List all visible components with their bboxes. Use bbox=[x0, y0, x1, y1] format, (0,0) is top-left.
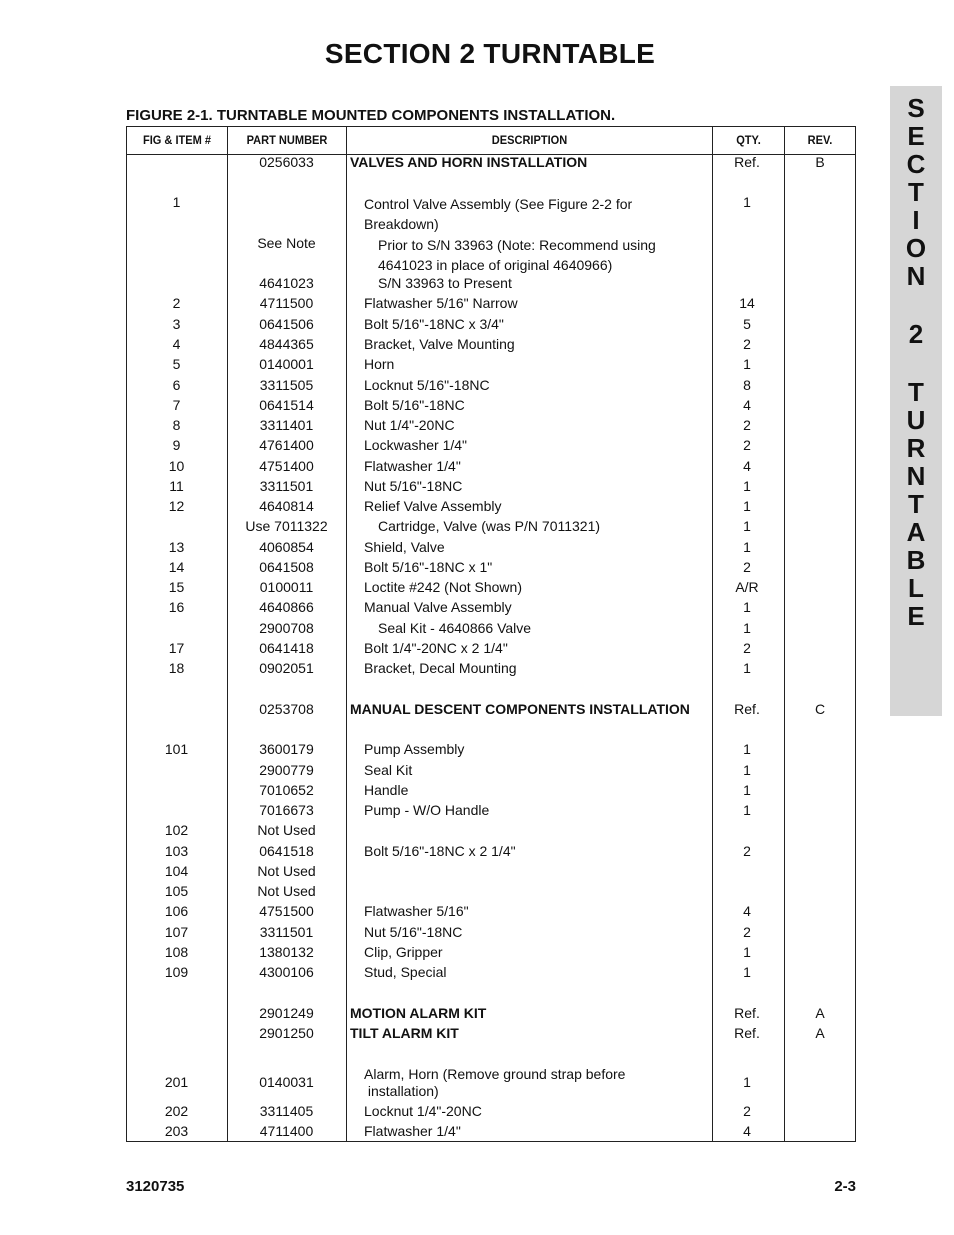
qty-cell: Ref. bbox=[734, 701, 760, 717]
qty-cell: 1 bbox=[743, 539, 751, 555]
description-text: Flatwasher 5/16" bbox=[364, 903, 469, 919]
fig-item-cell: 15 bbox=[168, 579, 185, 595]
description-text: Nut 5/16"-18NC bbox=[364, 924, 463, 940]
part-number-cell: 2900708 bbox=[259, 620, 314, 636]
description-cell bbox=[350, 356, 724, 372]
column-divider bbox=[784, 127, 785, 1141]
description-cell bbox=[350, 539, 724, 555]
qty-cell: 2 bbox=[743, 640, 751, 656]
description-text: MOTION ALARM KIT bbox=[350, 1005, 487, 1021]
qty-cell: 4 bbox=[743, 903, 751, 919]
part-number-cell: 1380132 bbox=[259, 944, 314, 960]
part-number-cell: 3311401 bbox=[259, 417, 314, 433]
description-cell bbox=[350, 194, 724, 234]
fig-item-cell: 108 bbox=[164, 944, 189, 960]
fig-item-cell: 7 bbox=[172, 397, 181, 413]
part-number-cell: 4060854 bbox=[259, 539, 314, 555]
qty-cell: 1 bbox=[743, 518, 751, 534]
part-number-cell: 3311505 bbox=[259, 377, 314, 393]
qty-cell: 1 bbox=[743, 944, 751, 960]
description-cell bbox=[350, 1123, 724, 1139]
description-text: Nut 5/16"-18NC bbox=[364, 478, 463, 494]
description-text: Manual Valve Assembly bbox=[364, 599, 512, 615]
description-text: Control Valve Assembly (See Figure 2-2 for bbox=[364, 196, 633, 212]
fig-item-cell: 5 bbox=[172, 356, 181, 372]
tab-letter: E bbox=[907, 121, 925, 151]
description-cell bbox=[350, 437, 724, 453]
qty-cell: 1 bbox=[743, 478, 751, 494]
qty-cell: 2 bbox=[743, 437, 751, 453]
tab-letter: 2 bbox=[908, 319, 924, 349]
header-rev: REV. bbox=[807, 133, 833, 147]
fig-item-cell: 9 bbox=[172, 437, 181, 453]
description-text: TILT ALARM KIT bbox=[350, 1025, 459, 1041]
qty-cell: 1 bbox=[743, 741, 751, 757]
description-continuation: 4641023 in place of original 4640966) bbox=[378, 257, 613, 273]
description-text: Horn bbox=[364, 356, 395, 372]
part-number-cell: 7016673 bbox=[259, 802, 314, 818]
fig-item-cell: 2 bbox=[172, 295, 181, 311]
description-text: Lockwasher 1/4" bbox=[364, 437, 468, 453]
description-cell bbox=[350, 924, 724, 940]
page-number: 2-3 bbox=[834, 1178, 856, 1195]
fig-item-cell: 109 bbox=[164, 964, 189, 980]
part-number-cell: 4761400 bbox=[259, 437, 314, 453]
fig-item-cell: 16 bbox=[168, 599, 185, 615]
description-cell bbox=[350, 1103, 724, 1119]
part-number-cell: 4711400 bbox=[259, 1123, 314, 1139]
fig-item-cell: 13 bbox=[168, 539, 185, 555]
fig-item-cell: 6 bbox=[172, 377, 181, 393]
fig-item-cell: 12 bbox=[168, 498, 185, 514]
tab-letter: B bbox=[906, 545, 926, 575]
part-number-cell: 0256033 bbox=[259, 154, 314, 170]
description-cell bbox=[350, 316, 724, 332]
qty-cell: 2 bbox=[743, 1103, 751, 1119]
description-cell bbox=[350, 1025, 710, 1041]
description-cell bbox=[350, 741, 724, 757]
description-text: Bracket, Decal Mounting bbox=[364, 660, 517, 676]
tab-spacer bbox=[890, 290, 942, 320]
tab-letter: I bbox=[912, 205, 920, 235]
description-cell bbox=[350, 843, 724, 859]
qty-cell: 2 bbox=[743, 924, 751, 940]
part-number-cell: 4641023 bbox=[259, 275, 314, 291]
column-divider bbox=[346, 127, 347, 1141]
tab-spacer bbox=[890, 348, 942, 378]
part-number-cell: 0140031 bbox=[259, 1074, 314, 1090]
part-number-cell: 0902051 bbox=[259, 660, 314, 676]
description-text: Flatwasher 1/4" bbox=[364, 1123, 461, 1139]
qty-cell: 2 bbox=[743, 559, 751, 575]
header-description: DESCRIPTION bbox=[491, 133, 568, 147]
part-number-cell: 4751500 bbox=[259, 903, 314, 919]
fig-item-cell: 11 bbox=[169, 478, 184, 494]
tab-letter: A bbox=[906, 517, 926, 547]
description-text: Nut 1/4"-20NC bbox=[364, 417, 455, 433]
part-number-cell: 3311501 bbox=[259, 478, 314, 494]
description-text: Bracket, Valve Mounting bbox=[364, 336, 515, 352]
qty-cell: Ref. bbox=[734, 1005, 760, 1021]
description-cell bbox=[350, 275, 738, 291]
part-number-cell: 0641418 bbox=[259, 640, 314, 656]
part-number-cell: 3311405 bbox=[259, 1103, 314, 1119]
part-number-cell: 3600179 bbox=[259, 741, 314, 757]
qty-cell: 1 bbox=[743, 498, 751, 514]
fig-item-cell: 201 bbox=[164, 1074, 189, 1090]
fig-item-cell: 104 bbox=[164, 863, 189, 879]
description-cell bbox=[350, 397, 724, 413]
qty-cell: 4 bbox=[743, 1123, 751, 1139]
fig-item-cell: 8 bbox=[172, 417, 181, 433]
description-cell bbox=[350, 782, 724, 798]
part-number-cell: 4751400 bbox=[259, 458, 314, 474]
qty-cell: 4 bbox=[743, 397, 751, 413]
description-cell bbox=[350, 498, 724, 514]
description-text: Locknut 1/4"-20NC bbox=[364, 1103, 482, 1119]
description-cell bbox=[350, 701, 710, 717]
fig-item-cell: 3 bbox=[172, 316, 181, 332]
description-text: Seal Kit bbox=[364, 762, 413, 778]
part-number-cell: 4640814 bbox=[259, 498, 314, 514]
description-text: Flatwasher 5/16" Narrow bbox=[364, 295, 518, 311]
qty-cell: 1 bbox=[743, 599, 751, 615]
fig-item-cell: 18 bbox=[168, 660, 185, 676]
description-cell bbox=[350, 762, 724, 778]
tab-letter: R bbox=[906, 433, 926, 463]
description-text: Loctite #242 (Not Shown) bbox=[364, 579, 522, 595]
part-number-cell: 4640866 bbox=[259, 599, 314, 615]
description-text: Handle bbox=[364, 782, 409, 798]
description-cell bbox=[350, 518, 738, 534]
part-number-cell: 0641506 bbox=[259, 316, 314, 332]
qty-cell: 5 bbox=[743, 316, 751, 332]
qty-cell: 1 bbox=[743, 1074, 751, 1090]
description-cell bbox=[350, 903, 724, 919]
tab-letter: L bbox=[908, 573, 924, 603]
description-text: S/N 33963 to Present bbox=[378, 275, 512, 291]
description-cell bbox=[350, 620, 738, 636]
qty-cell: 4 bbox=[743, 458, 751, 474]
fig-item-cell: 202 bbox=[164, 1103, 189, 1119]
description-text: Pump - W/O Handle bbox=[364, 802, 490, 818]
header-fig-item: FIG & ITEM # bbox=[142, 133, 212, 147]
description-text: Clip, Gripper bbox=[364, 944, 443, 960]
tab-letter: T bbox=[908, 177, 924, 207]
fig-item-cell: 14 bbox=[168, 559, 185, 575]
tab-letter: U bbox=[906, 405, 926, 435]
qty-cell: A/R bbox=[735, 579, 759, 595]
tab-letter: S bbox=[907, 93, 925, 123]
description-text: Bolt 1/4"-20NC x 2 1/4" bbox=[364, 640, 508, 656]
part-number-cell: 0100011 bbox=[259, 579, 314, 595]
qty-cell: 1 bbox=[743, 964, 751, 980]
description-cell bbox=[350, 336, 724, 352]
part-number-cell: 0641514 bbox=[259, 397, 314, 413]
description-cell bbox=[350, 579, 724, 595]
fig-item-cell: 4 bbox=[172, 336, 181, 352]
qty-cell: Ref. bbox=[734, 1025, 760, 1041]
part-number-cell: See Note bbox=[257, 235, 316, 251]
part-number-cell: 0641518 bbox=[259, 843, 314, 859]
description-cell bbox=[350, 235, 738, 275]
qty-cell: 1 bbox=[743, 194, 751, 210]
part-number-cell: 0253708 bbox=[259, 701, 314, 717]
description-text: Bolt 5/16"-18NC x 1" bbox=[364, 559, 493, 575]
fig-item-cell: 203 bbox=[164, 1123, 189, 1139]
header-part-number: PART NUMBER bbox=[246, 133, 328, 147]
description-cell bbox=[350, 964, 724, 980]
part-number-cell: Not Used bbox=[257, 883, 316, 899]
description-cell bbox=[350, 478, 724, 494]
fig-item-cell: 106 bbox=[164, 903, 189, 919]
part-number-cell: 4300106 bbox=[259, 964, 314, 980]
fig-item-cell: 102 bbox=[164, 822, 189, 838]
description-text: Bolt 5/16"-18NC bbox=[364, 397, 465, 413]
qty-cell: 1 bbox=[743, 620, 751, 636]
tab-letter: C bbox=[906, 149, 926, 179]
qty-cell: 2 bbox=[743, 843, 751, 859]
qty-cell: 2 bbox=[743, 336, 751, 352]
tab-letter: N bbox=[906, 261, 926, 291]
description-text: Cartridge, Valve (was P/N 7011321) bbox=[378, 518, 601, 534]
fig-item-cell: 17 bbox=[168, 640, 185, 656]
description-cell bbox=[350, 559, 724, 575]
description-text: Shield, Valve bbox=[364, 539, 445, 555]
tab-letter: N bbox=[906, 461, 926, 491]
page-title: SECTION 2 TURNTABLE bbox=[324, 38, 656, 69]
part-number-cell: 2900779 bbox=[259, 762, 314, 778]
description-cell bbox=[350, 599, 724, 615]
tab-letter: T bbox=[908, 489, 924, 519]
description-continuation: Breakdown) bbox=[364, 216, 439, 232]
qty-cell: 1 bbox=[743, 782, 751, 798]
rev-cell: B bbox=[815, 154, 825, 170]
description-cell bbox=[350, 944, 724, 960]
part-number-cell: 7010652 bbox=[259, 782, 314, 798]
part-number-cell: 2901249 bbox=[259, 1005, 314, 1021]
fig-item-cell: 103 bbox=[164, 843, 189, 859]
part-number-cell: 0641508 bbox=[259, 559, 314, 575]
description-cell bbox=[350, 458, 724, 474]
qty-cell: 1 bbox=[743, 356, 751, 372]
rev-cell: A bbox=[815, 1025, 825, 1041]
fig-item-cell: 1 bbox=[172, 194, 181, 210]
tab-letter: T bbox=[908, 377, 924, 407]
qty-cell: 1 bbox=[743, 660, 751, 676]
qty-cell: 1 bbox=[743, 762, 751, 778]
description-text: Bolt 5/16"-18NC x 3/4" bbox=[364, 316, 504, 332]
description-cell bbox=[350, 640, 724, 656]
description-cell bbox=[350, 154, 710, 170]
fig-item-cell: 105 bbox=[164, 883, 189, 899]
part-number-cell: 2901250 bbox=[259, 1025, 314, 1041]
fig-item-cell: 107 bbox=[164, 924, 189, 940]
part-number-cell: Use 7011322 bbox=[245, 518, 328, 534]
qty-cell: 1 bbox=[743, 802, 751, 818]
document-number: 3120735 bbox=[126, 1178, 185, 1195]
description-text: Alarm, Horn (Remove ground strap before bbox=[364, 1066, 626, 1082]
part-number-cell: 0140001 bbox=[259, 356, 314, 372]
description-cell bbox=[350, 802, 724, 818]
part-number-cell: 4711500 bbox=[259, 295, 314, 311]
description-cell bbox=[350, 417, 724, 433]
fig-item-cell: 10 bbox=[168, 458, 185, 474]
description-text: VALVES AND HORN INSTALLATION bbox=[350, 154, 588, 170]
description-text: Locknut 5/16"-18NC bbox=[364, 377, 490, 393]
fig-item-cell: 101 bbox=[164, 741, 189, 757]
rev-cell: A bbox=[815, 1005, 825, 1021]
section-side-tab bbox=[890, 86, 942, 716]
qty-cell: Ref. bbox=[734, 154, 760, 170]
qty-cell: 8 bbox=[743, 377, 751, 393]
part-number-cell: 4844365 bbox=[259, 336, 314, 352]
rev-cell: C bbox=[814, 701, 826, 717]
description-text: Bolt 5/16"-18NC x 2 1/4" bbox=[364, 843, 516, 859]
description-text: Seal Kit - 4640866 Valve bbox=[378, 620, 532, 636]
part-number-cell: Not Used bbox=[257, 822, 316, 838]
description-text: Stud, Special bbox=[364, 964, 447, 980]
description-cell bbox=[350, 377, 724, 393]
qty-cell: 14 bbox=[739, 295, 755, 311]
description-cell bbox=[350, 1005, 710, 1021]
description-cell bbox=[350, 295, 724, 311]
description-cell bbox=[350, 660, 724, 676]
description-cell bbox=[350, 1066, 724, 1100]
description-text: Flatwasher 1/4" bbox=[364, 458, 461, 474]
figure-caption: FIGURE 2-1. TURNTABLE MOUNTED COMPONENTS INSTALLATION. bbox=[126, 107, 616, 124]
tab-letter: E bbox=[907, 601, 925, 631]
part-number-cell: 3311501 bbox=[259, 924, 314, 940]
description-text: Prior to S/N 33963 (Note: Recommend using bbox=[378, 237, 656, 253]
part-number-cell: Not Used bbox=[257, 863, 316, 879]
qty-cell: 2 bbox=[743, 417, 751, 433]
tab-letter: O bbox=[905, 233, 927, 263]
description-text: Pump Assembly bbox=[364, 741, 465, 757]
header-qty: QTY. bbox=[736, 133, 761, 147]
description-continuation: installation) bbox=[364, 1083, 439, 1099]
description-text: MANUAL DESCENT COMPONENTS INSTALLATION bbox=[350, 701, 690, 717]
description-text: Relief Valve Assembly bbox=[364, 498, 502, 514]
